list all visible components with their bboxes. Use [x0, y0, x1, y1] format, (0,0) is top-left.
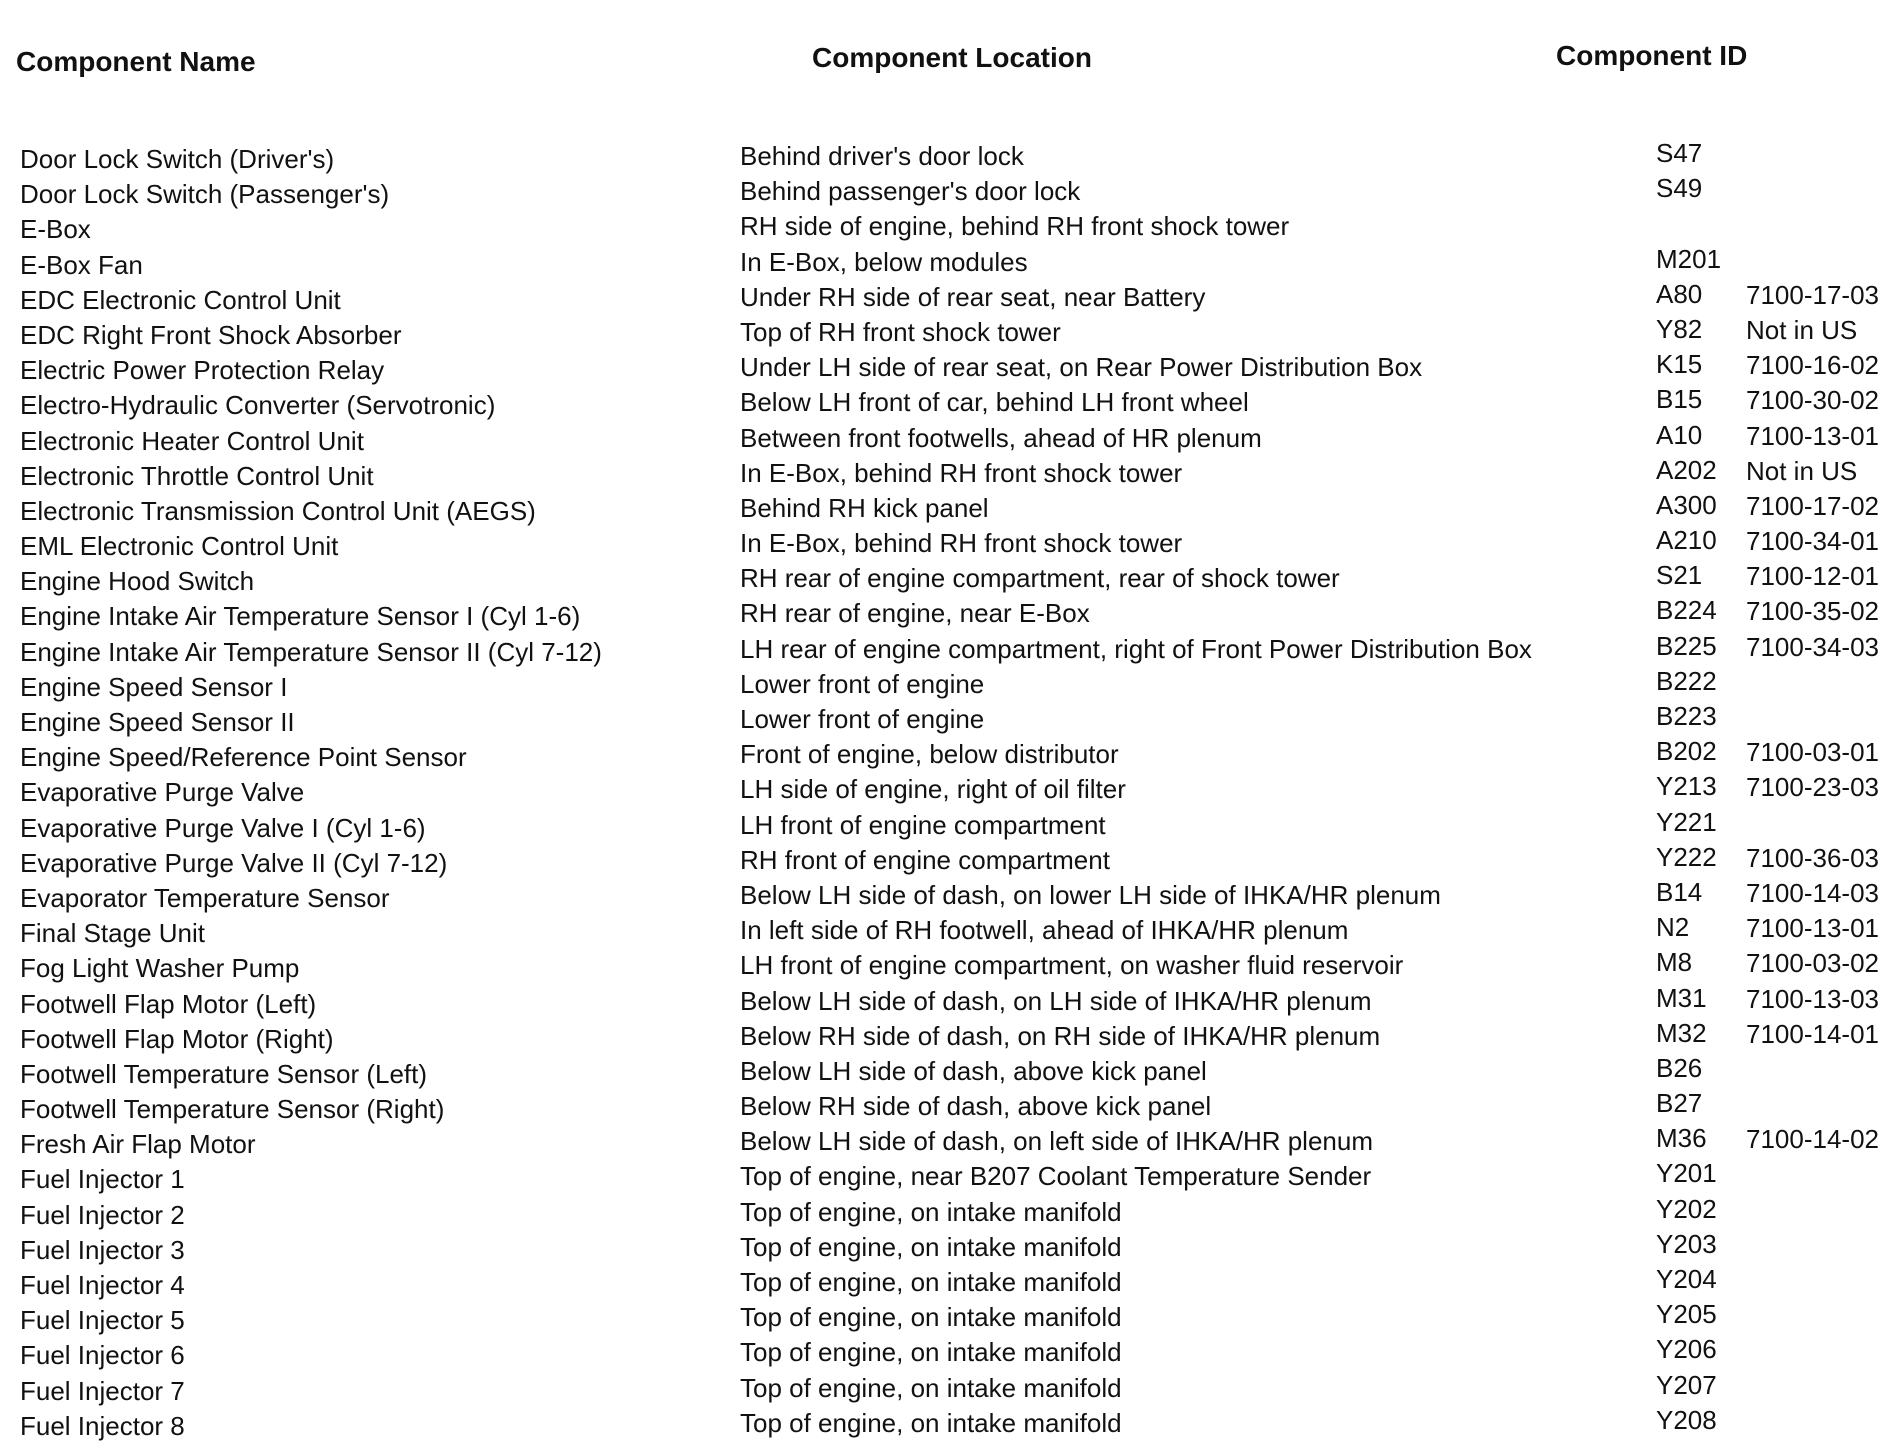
table-row	[0, 419, 1898, 459]
component-name-cell: Engine Speed Sensor I	[20, 671, 288, 702]
table-row	[0, 313, 1898, 353]
component-name-cell: Fog Light Washer Pump	[20, 953, 300, 984]
component-name-cell: EDC Electronic Control Unit	[20, 284, 341, 315]
component-location-cell: Top of RH front shock tower	[740, 316, 1061, 347]
component-location-cell: RH front of engine compartment	[740, 844, 1110, 875]
component-ref-cell: 7100-13-01	[1746, 420, 1879, 451]
component-location-cell: LH front of engine compartment, on washer fluid reservoir	[740, 950, 1404, 981]
component-ref-cell: 7100-14-02	[1746, 1124, 1879, 1155]
component-name-cell: Evaporative Purge Valve I (Cyl 1-6)	[20, 812, 426, 843]
component-id-cell: Y206	[1656, 1334, 1717, 1365]
component-name-cell: EDC Right Front Shock Absorber	[20, 319, 402, 350]
table-row	[0, 1123, 1898, 1162]
table-row	[0, 384, 1898, 423]
component-location-cell: LH rear of engine compartment, right of Front Power Distribution Box	[740, 633, 1532, 664]
component-ref-cell: 7100-13-01	[1746, 913, 1879, 944]
component-location-cell: Between front footwells, ahead of HR plenum	[740, 422, 1262, 453]
table-row	[0, 1334, 1898, 1373]
component-id-cell: Y82	[1656, 313, 1703, 344]
component-location-cell: Top of engine, on intake manifold	[740, 1231, 1122, 1262]
table-row	[0, 947, 1898, 986]
component-location-cell: Under LH side of rear seat, on Rear Power Distribution Box	[740, 352, 1423, 383]
component-location-cell: Below RH side of dash, above kick panel	[740, 1091, 1212, 1122]
table-row	[0, 243, 1898, 283]
component-id-cell: Y207	[1656, 1369, 1717, 1400]
component-ref-cell: 7100-16-02	[1746, 350, 1879, 381]
component-ref-cell: 7100-03-02	[1746, 948, 1879, 979]
component-id-cell: S47	[1656, 138, 1703, 168]
component-location-cell: Top of engine, on intake manifold	[740, 1407, 1122, 1438]
component-name-cell: Fuel Injector 7	[20, 1375, 185, 1406]
component-name-cell: Door Lock Switch (Passenger's)	[20, 179, 390, 210]
component-id-cell: Y202	[1656, 1193, 1717, 1224]
component-location-cell: Top of engine, on intake manifold	[740, 1372, 1122, 1403]
table-row	[0, 173, 1898, 212]
component-name-cell: Footwell Temperature Sensor (Left)	[20, 1058, 428, 1089]
component-name-cell: Fuel Injector 2	[20, 1199, 185, 1230]
component-id-cell: Y208	[1656, 1404, 1717, 1435]
component-name-cell: Fuel Injector 8	[20, 1410, 185, 1441]
component-name-cell: Footwell Flap Motor (Right)	[20, 1023, 334, 1054]
component-name-cell: Door Lock Switch (Driver's)	[20, 144, 335, 174]
component-id-cell: B202	[1656, 736, 1717, 767]
component-name-cell: Engine Speed Sensor II	[20, 707, 295, 737]
component-location-cell: Below LH side of dash, on LH side of IHKA/HR plenum	[740, 985, 1372, 1016]
component-name-cell: EML Electronic Control Unit	[20, 531, 339, 562]
table-row	[0, 1264, 1898, 1303]
component-location-cell: Below LH side of dash, on left side of IHKA/HR plenum	[740, 1126, 1373, 1157]
component-id-cell: B225	[1656, 630, 1717, 661]
component-location-cell: Top of engine, on intake manifold	[740, 1337, 1122, 1368]
table-row	[0, 489, 1898, 529]
component-id-cell: S21	[1656, 560, 1703, 591]
table-row	[0, 1299, 1898, 1338]
component-ref-cell: 7100-34-03	[1746, 631, 1879, 662]
component-name-cell: Electronic Heater Control Unit	[20, 425, 364, 456]
table-row	[0, 1404, 1898, 1444]
table-row	[0, 560, 1898, 599]
component-location-cell: Top of engine, on intake manifold	[740, 1196, 1122, 1227]
table-header	[0, 40, 1898, 80]
component-name-cell: Fuel Injector 3	[20, 1234, 185, 1265]
component-id-cell: M32	[1656, 1017, 1707, 1048]
component-name-cell: Fuel Injector 6	[20, 1340, 185, 1371]
component-location-cell: In E-Box, below modules	[740, 246, 1028, 277]
table-row	[0, 1158, 1898, 1197]
component-location-cell: Behind passenger's door lock	[740, 176, 1081, 207]
table-row	[0, 278, 1898, 318]
component-ref-cell: 7100-36-03	[1746, 842, 1879, 873]
table-row	[0, 771, 1898, 810]
component-id-cell: A202	[1656, 454, 1717, 485]
table-row	[0, 1369, 1898, 1409]
component-ref-cell: 7100-23-03	[1746, 772, 1879, 803]
component-name-cell: Engine Hood Switch	[20, 566, 255, 597]
component-name-cell: E-Box Fan	[20, 249, 143, 280]
component-location-cell: Front of engine, below distributor	[740, 739, 1119, 770]
component-ref-cell: 7100-34-01	[1746, 526, 1879, 557]
table-row	[0, 841, 1898, 881]
component-ref-cell: 7100-30-02	[1746, 385, 1879, 416]
component-name-cell: Fresh Air Flap Motor	[20, 1129, 256, 1160]
component-id-cell: N2	[1656, 912, 1690, 943]
table-row	[0, 1228, 1898, 1268]
component-name-cell: Electro-Hydraulic Converter (Servotronic)	[20, 390, 496, 421]
component-name-cell: Footwell Temperature Sensor (Right)	[20, 1094, 445, 1125]
component-name-cell: Fuel Injector 4	[20, 1270, 185, 1300]
component-id-cell: M201	[1656, 243, 1722, 274]
table-row	[0, 982, 1898, 1022]
component-id-cell: S49	[1656, 173, 1703, 204]
component-location-cell: RH rear of engine compartment, rear of shock tower	[740, 563, 1340, 594]
component-name-cell: Electric Power Protection Relay	[20, 355, 385, 386]
table-row	[0, 701, 1898, 740]
header-component-location: Component Location	[812, 42, 1092, 73]
table-row	[0, 630, 1898, 670]
component-location-cell: Behind driver's door lock	[740, 141, 1024, 171]
table-row	[0, 876, 1898, 916]
component-id-cell: Y213	[1656, 771, 1717, 802]
component-name-cell: Electronic Throttle Control Unit	[20, 460, 374, 491]
component-ref-cell: 7100-03-01	[1746, 737, 1879, 768]
component-location-cell: Below LH side of dash, above kick panel	[740, 1055, 1207, 1086]
component-id-cell: M36	[1656, 1123, 1707, 1154]
header-component-id: Component ID	[1556, 40, 1748, 71]
component-ref-cell: 7100-35-02	[1746, 596, 1879, 627]
table-row	[0, 912, 1898, 951]
component-id-cell: Y222	[1656, 841, 1717, 872]
component-location-cell: Top of engine, on intake manifold	[740, 1267, 1122, 1297]
component-id-cell: Y203	[1656, 1228, 1717, 1259]
component-location-cell: In left side of RH footwell, ahead of IHKA/HR plenum	[740, 915, 1349, 946]
component-name-cell: Fuel Injector 1	[20, 1164, 185, 1195]
component-location-cell: Below RH side of dash, on RH side of IHKA/HR plenum	[740, 1020, 1381, 1051]
component-ref-cell: 7100-14-03	[1746, 877, 1879, 908]
component-name-cell: Evaporator Temperature Sensor	[20, 882, 390, 913]
component-name-cell: Evaporative Purge Valve II (Cyl 7-12)	[20, 847, 448, 878]
component-id-cell: M8	[1656, 947, 1693, 978]
component-name-cell: Engine Intake Air Temperature Sensor I (Cyl 1-6)	[20, 601, 581, 632]
component-id-cell: Y205	[1656, 1299, 1717, 1330]
component-location-cell: Below LH front of car, behind LH front wheel	[740, 387, 1249, 418]
table-row	[0, 1052, 1898, 1092]
component-ref-cell: 7100-17-03	[1746, 279, 1879, 310]
component-location-cell: Lower front of engine	[740, 704, 985, 734]
header-component-name: Component Name	[16, 46, 256, 77]
component-ref-cell: 7100-12-01	[1746, 561, 1879, 592]
component-location-cell: Below LH side of dash, on lower LH side of IHKA/HR plenum	[740, 879, 1441, 910]
component-id-cell: A210	[1656, 525, 1717, 556]
component-id-cell: K15	[1656, 349, 1703, 380]
component-location-cell: RH rear of engine, near E-Box	[740, 598, 1090, 629]
component-id-cell: B223	[1656, 701, 1717, 731]
component-location-cell: Under RH side of rear seat, near Battery	[740, 281, 1206, 312]
component-id-cell: A10	[1656, 419, 1703, 450]
component-location-cell: LH side of engine, right of oil filter	[740, 774, 1126, 805]
component-name-cell: Evaporative Purge Valve	[20, 777, 305, 808]
component-id-cell: Y221	[1656, 806, 1717, 837]
component-id-cell: B15	[1656, 384, 1703, 415]
component-location-cell: LH front of engine compartment	[740, 809, 1106, 840]
table-row	[0, 736, 1898, 775]
table-row	[0, 138, 1898, 177]
component-ref-cell: Not in US	[1746, 455, 1858, 486]
component-location-cell: Top of engine, on intake manifold	[740, 1302, 1122, 1333]
component-location-cell: RH side of engine, behind RH front shock tower	[740, 211, 1290, 242]
component-location-cell: In E-Box, behind RH front shock tower	[740, 528, 1183, 559]
component-id-cell: B26	[1656, 1052, 1703, 1083]
table-row	[0, 1193, 1898, 1233]
component-location-cell: Top of engine, near B207 Coolant Temperature Sender	[740, 1161, 1372, 1192]
component-name-cell: Footwell Flap Motor (Left)	[20, 988, 317, 1019]
component-name-cell: Engine Intake Air Temperature Sensor II (Cyl 7-12)	[20, 636, 602, 667]
component-name-cell: E-Box	[20, 214, 91, 245]
table-row	[0, 212, 1898, 247]
component-table	[0, 138, 1898, 1444]
component-location-cell: Behind RH kick panel	[740, 492, 989, 523]
table-row	[0, 1017, 1898, 1057]
table-row	[0, 665, 1898, 705]
component-id-cell: A80	[1656, 278, 1703, 309]
component-id-cell: A300	[1656, 489, 1717, 520]
table-row	[0, 349, 1898, 388]
component-location-cell: In E-Box, behind RH front shock tower	[740, 457, 1183, 488]
component-name-cell: Fuel Injector 5	[20, 1305, 185, 1336]
component-ref-cell: 7100-14-01	[1746, 1018, 1879, 1049]
table-row	[0, 806, 1898, 846]
component-id-cell: M31	[1656, 982, 1707, 1013]
component-name-cell: Final Stage Unit	[20, 918, 205, 949]
component-id-cell: Y204	[1656, 1264, 1717, 1294]
component-location-cell: Lower front of engine	[740, 668, 985, 699]
component-id-cell: B224	[1656, 595, 1717, 626]
component-ref-cell: Not in US	[1746, 314, 1858, 345]
component-ref-cell: 7100-17-02	[1746, 490, 1879, 521]
table-row	[0, 454, 1898, 494]
component-name-cell: Electronic Transmission Control Unit (AEGS)	[20, 495, 536, 526]
component-id-cell: B222	[1656, 665, 1717, 696]
component-name-cell: Engine Speed/Reference Point Sensor	[20, 742, 467, 773]
component-id-cell: Y201	[1656, 1158, 1717, 1189]
table-row	[0, 525, 1898, 564]
component-id-cell: B27	[1656, 1088, 1703, 1119]
component-id-cell: B14	[1656, 876, 1703, 907]
table-row	[0, 595, 1898, 634]
table-row	[0, 1088, 1898, 1127]
component-ref-cell: 7100-13-03	[1746, 983, 1879, 1014]
